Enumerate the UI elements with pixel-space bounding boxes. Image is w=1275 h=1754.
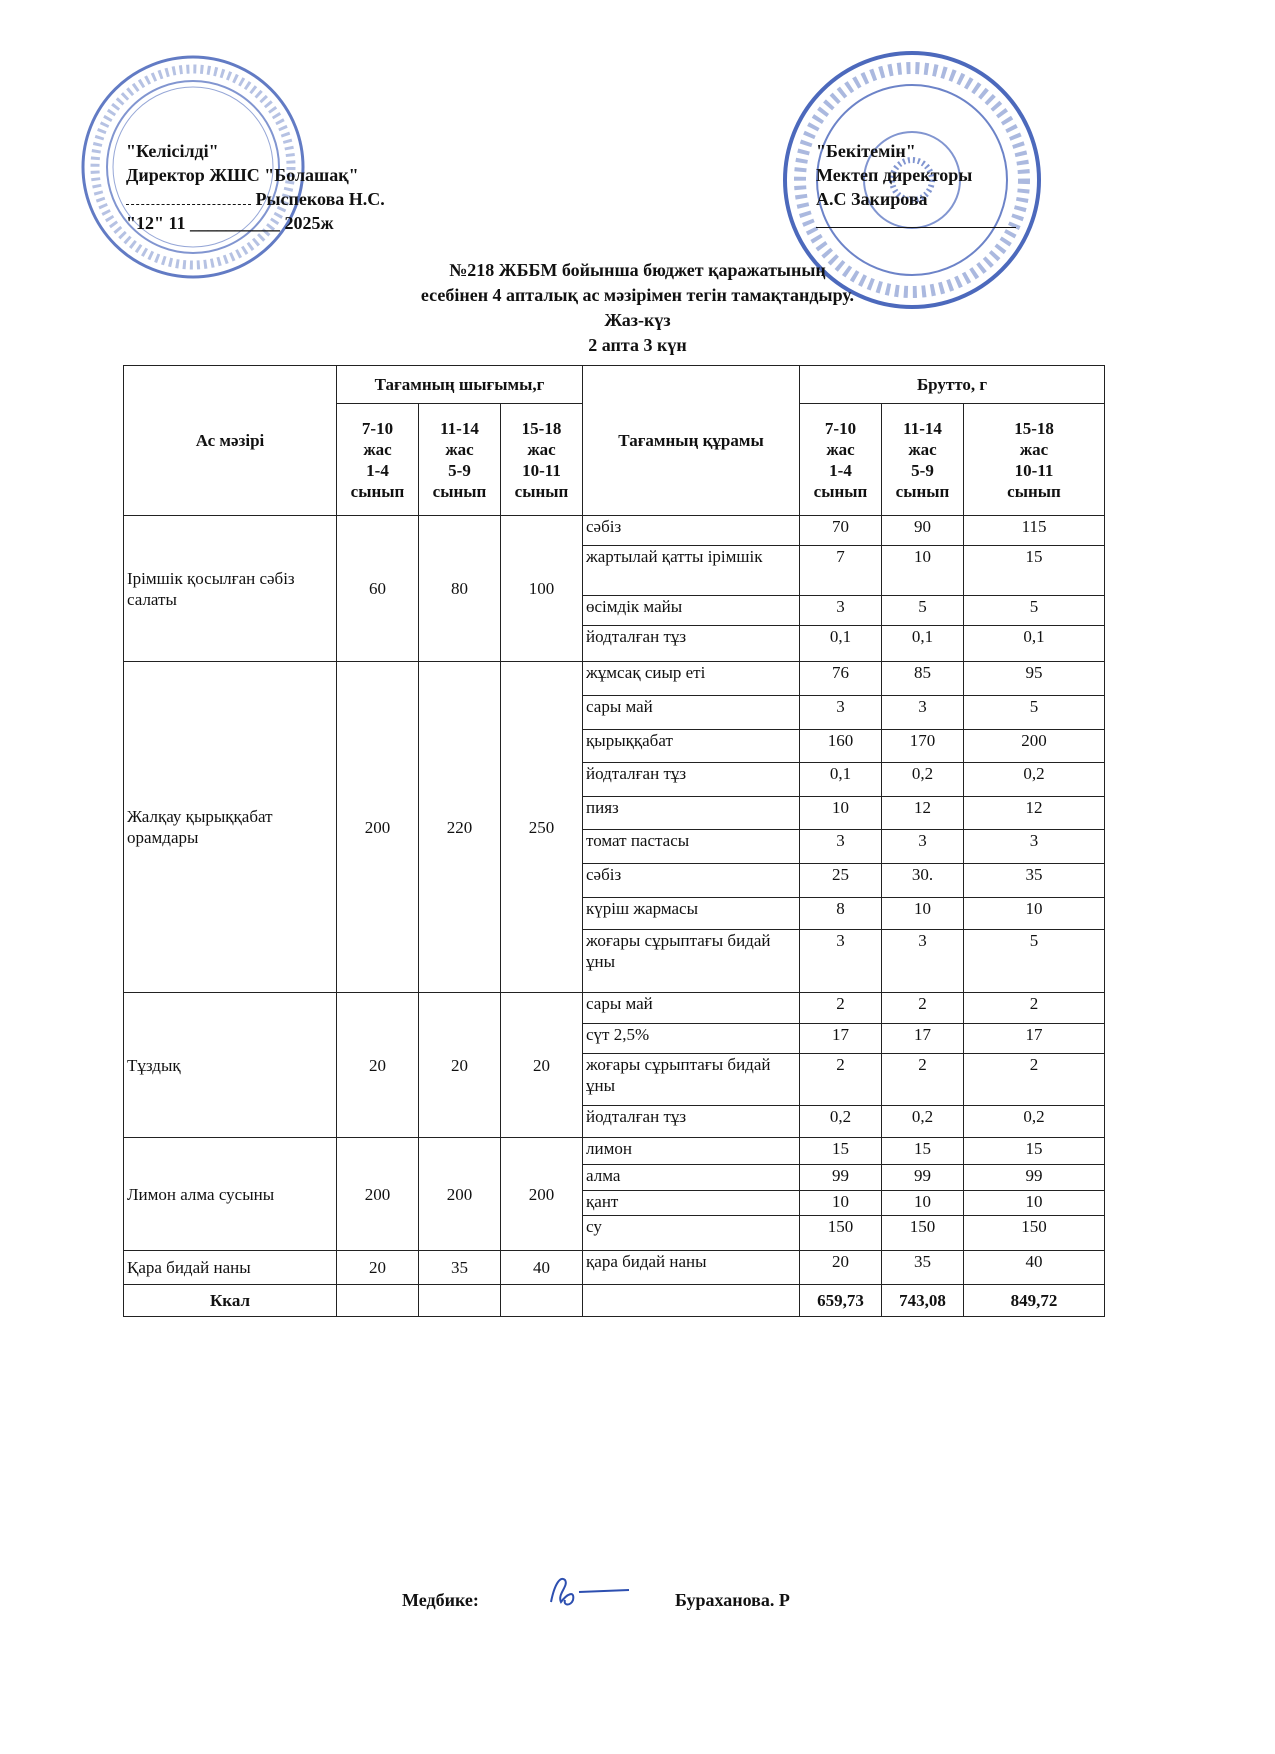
ingredient-brutto: 85 <box>882 662 964 696</box>
ingredient-name: қант <box>583 1191 800 1216</box>
dish-yield: 250 <box>501 662 583 993</box>
age-header-unit: жас <box>363 439 392 459</box>
date-day: 12 <box>136 213 154 233</box>
dish-name: Қара бидай наны <box>124 1251 337 1285</box>
ingredient-brutto: 15 <box>800 1138 882 1165</box>
ingredient-brutto: 90 <box>882 516 964 546</box>
ingredient-name: жоғары сұрыптағы бидай ұны <box>583 930 800 993</box>
empty-cell <box>419 1285 501 1317</box>
total-kcal: 659,73 <box>800 1285 882 1317</box>
ingredient-brutto: 12 <box>882 797 964 830</box>
ingredient-name: сүт 2,5% <box>583 1024 800 1054</box>
ingredient-brutto: 2 <box>964 993 1105 1024</box>
age-header-age: 7-10 <box>824 418 857 438</box>
age-header-class: сынып <box>813 481 868 501</box>
ingredient-brutto: 10 <box>964 898 1105 930</box>
ingredient-brutto: 17 <box>882 1024 964 1054</box>
dish-yield: 200 <box>419 1138 501 1251</box>
ingredient-brutto: 170 <box>882 730 964 763</box>
ingredient-name: қырыққабат <box>583 730 800 763</box>
nurse-signature <box>543 1572 633 1612</box>
empty-cell <box>337 1285 419 1317</box>
ingredient-brutto: 15 <box>882 1138 964 1165</box>
age-header-unit: жас <box>826 439 855 459</box>
yield-age-header <box>419 404 501 516</box>
ingredient-brutto: 2 <box>800 1054 882 1106</box>
dish-yield: 200 <box>501 1138 583 1251</box>
ingredient-brutto: 3 <box>882 930 964 993</box>
ingredient-brutto: 150 <box>800 1216 882 1251</box>
nurse-name: Бураханова. Р <box>675 1590 790 1610</box>
approval-block-right <box>816 139 1046 228</box>
director-signature-line <box>126 187 456 211</box>
age-header-grade: 1-4 <box>829 460 852 480</box>
ingredient-name: пияз <box>583 797 800 830</box>
dish-yield: 35 <box>419 1251 501 1285</box>
ingredient-brutto: 3 <box>964 830 1105 864</box>
age-header-grade: 5-9 <box>911 460 934 480</box>
dish-name: Ірімшік қосылған сәбіз салаты <box>124 516 337 662</box>
ingredient-brutto: 150 <box>964 1216 1105 1251</box>
ingredient-name: лимон <box>583 1138 800 1165</box>
ingredient-brutto: 15 <box>964 546 1105 596</box>
dish-yield: 60 <box>337 516 419 662</box>
dish-name: Тұздық <box>124 993 337 1138</box>
dish-yield: 20 <box>337 1251 419 1285</box>
ingredient-brutto: 10 <box>800 797 882 830</box>
director-name: Рыспекова Н.С. <box>255 189 385 209</box>
date-year: 2025ж <box>284 213 334 233</box>
age-header-unit: жас <box>1019 439 1049 459</box>
school-director-title: Мектеп директоры <box>816 165 973 185</box>
ingredient-brutto: 5 <box>964 696 1105 730</box>
ingredient-brutto: 99 <box>964 1165 1105 1191</box>
title-week-day: 2 апта 3 күн <box>588 335 687 355</box>
age-header-age: 15-18 <box>521 418 562 438</box>
dish-name: Лимон алма сусыны <box>124 1138 337 1251</box>
ingredient-brutto: 200 <box>964 730 1105 763</box>
age-header-class: сынып <box>895 481 950 501</box>
age-header-age: 11-14 <box>440 418 479 438</box>
ingredient-brutto: 0,2 <box>800 1106 882 1138</box>
dish-yield: 200 <box>337 1138 419 1251</box>
yield-age-header <box>337 404 419 516</box>
ingredient-brutto: 0,1 <box>800 626 882 662</box>
dish-yield: 80 <box>419 516 501 662</box>
document-title <box>0 258 1275 358</box>
empty-cell <box>583 1285 800 1317</box>
age-header-class: сынып <box>432 481 487 501</box>
ingredient-brutto: 12 <box>964 797 1105 830</box>
ingredient-brutto: 2 <box>800 993 882 1024</box>
ingredient-brutto: 8 <box>800 898 882 930</box>
ingredient-brutto: 3 <box>800 930 882 993</box>
ingredient-brutto: 5 <box>882 596 964 626</box>
ingredient-brutto: 10 <box>882 1191 964 1216</box>
table-row <box>124 662 1105 696</box>
ingredient-brutto: 0,2 <box>964 763 1105 797</box>
ingredient-brutto: 150 <box>882 1216 964 1251</box>
age-header-age: 15-18 <box>1014 418 1054 438</box>
dish-yield: 20 <box>337 993 419 1138</box>
ingredient-brutto: 10 <box>964 1191 1105 1216</box>
brutto-age-header <box>964 404 1105 516</box>
age-header-class: сынып <box>514 481 569 501</box>
ingredient-brutto: 35 <box>964 864 1105 898</box>
title-line-2: есебінен 4 апталық ас мәзірімен тегін тамақтандыру. <box>420 285 855 305</box>
age-header-unit: жас <box>908 439 937 459</box>
ingredient-brutto: 0,1 <box>964 626 1105 662</box>
dish-yield: 40 <box>501 1251 583 1285</box>
ingredient-brutto: 5 <box>964 930 1105 993</box>
ingredient-brutto: 10 <box>800 1191 882 1216</box>
ingredient-name: қара бидай наны <box>583 1251 800 1285</box>
ingredient-name: сары май <box>583 993 800 1024</box>
table-row <box>124 516 1105 546</box>
age-header-grade: 10-11 <box>1014 460 1054 480</box>
ingredient-name: жоғары сұрыптағы бидай ұны <box>583 1054 800 1106</box>
ingredient-brutto: 115 <box>964 516 1105 546</box>
dish-yield: 20 <box>419 993 501 1138</box>
age-header-unit: жас <box>527 439 556 459</box>
ingredient-brutto: 0,2 <box>882 1106 964 1138</box>
ingredient-brutto: 15 <box>964 1138 1105 1165</box>
ingredient-brutto: 0,2 <box>964 1106 1105 1138</box>
ingredient-name: өсімдік майы <box>583 596 800 626</box>
ingredient-brutto: 2 <box>882 993 964 1024</box>
ingredient-brutto: 40 <box>964 1251 1105 1285</box>
dish-yield: 200 <box>337 662 419 993</box>
title-season: Жаз-күз <box>604 310 671 330</box>
ingredient-brutto: 3 <box>800 830 882 864</box>
director-title: Директор ЖШС "Болашақ" <box>126 165 359 185</box>
ingredient-brutto: 99 <box>800 1165 882 1191</box>
age-header-age: 11-14 <box>903 418 942 438</box>
ingredient-brutto: 3 <box>800 696 882 730</box>
approve-label: "Бекітемін" <box>816 141 916 161</box>
ingredient-brutto: 2 <box>964 1054 1105 1106</box>
ingredient-brutto: 17 <box>964 1024 1105 1054</box>
ingredient-brutto: 10 <box>882 546 964 596</box>
total-label: Ккал <box>124 1285 337 1317</box>
title-line-1: №218 ЖББМ бойынша бюджет қаражатының <box>449 260 826 280</box>
ingredient-brutto: 0,1 <box>800 763 882 797</box>
ingredient-brutto: 7 <box>800 546 882 596</box>
total-kcal: 743,08 <box>882 1285 964 1317</box>
ingredient-brutto: 5 <box>964 596 1105 626</box>
yield-age-header <box>501 404 583 516</box>
ingredient-brutto: 2 <box>882 1054 964 1106</box>
ingredient-brutto: 0,2 <box>882 763 964 797</box>
age-header-age: 7-10 <box>361 418 394 438</box>
age-header-grade: 5-9 <box>448 460 471 480</box>
total-row <box>124 1285 1105 1317</box>
nurse-label: Медбике: <box>402 1590 479 1610</box>
ingredient-name: сәбіз <box>583 516 800 546</box>
age-header-class: сынып <box>350 481 405 501</box>
ingredient-name: томат пастасы <box>583 830 800 864</box>
ingredient-brutto: 17 <box>800 1024 882 1054</box>
agreed-label: "Келісілді" <box>126 141 219 161</box>
date-month: 11 <box>168 213 186 233</box>
brutto-age-header <box>882 404 964 516</box>
table-row <box>124 1138 1105 1165</box>
approval-block-left <box>126 139 456 235</box>
header-yield: Тағамның шығымы,г <box>337 366 583 404</box>
ingredient-name: жұмсақ сиыр еті <box>583 662 800 696</box>
ingredient-brutto: 99 <box>882 1165 964 1191</box>
empty-cell <box>501 1285 583 1317</box>
dish-yield: 20 <box>501 993 583 1138</box>
ingredient-name: күріш жармасы <box>583 898 800 930</box>
ingredient-name: йодталған тұз <box>583 763 800 797</box>
ingredient-name: жартылай қатты ірімшік <box>583 546 800 596</box>
ingredient-brutto: 3 <box>800 596 882 626</box>
ingredient-brutto: 10 <box>882 898 964 930</box>
dish-yield: 100 <box>501 516 583 662</box>
ingredient-brutto: 76 <box>800 662 882 696</box>
ingredient-brutto: 35 <box>882 1251 964 1285</box>
header-composition: Тағамның құрамы <box>583 366 800 516</box>
total-kcal: 849,72 <box>964 1285 1105 1317</box>
ingredient-brutto: 70 <box>800 516 882 546</box>
dish-yield: 220 <box>419 662 501 993</box>
ingredient-name: йодталған тұз <box>583 626 800 662</box>
ingredient-brutto: 25 <box>800 864 882 898</box>
ingredient-name: сәбіз <box>583 864 800 898</box>
ingredient-brutto: 30. <box>882 864 964 898</box>
ingredient-name: су <box>583 1216 800 1251</box>
ingredient-brutto: 3 <box>882 696 964 730</box>
ingredient-brutto: 3 <box>882 830 964 864</box>
table-row <box>124 1251 1105 1285</box>
header-brutto: Брутто, г <box>800 366 1105 404</box>
ingredient-brutto: 0,1 <box>882 626 964 662</box>
age-header-class: сынып <box>1007 481 1061 501</box>
signature-blank <box>126 190 251 205</box>
dish-name: Жалқау қырыққабат орамдары <box>124 662 337 993</box>
table-row <box>124 993 1105 1024</box>
ingredient-name: алма <box>583 1165 800 1191</box>
signature-blank <box>816 211 1016 228</box>
ingredient-brutto: 160 <box>800 730 882 763</box>
age-header-grade: 1-4 <box>366 460 389 480</box>
age-header-grade: 10-11 <box>522 460 561 480</box>
header-menu: Ас мәзірі <box>124 366 337 516</box>
approval-date: "12" 11 __________ 2025ж <box>126 213 334 233</box>
age-header-unit: жас <box>445 439 474 459</box>
menu-table <box>123 365 1105 1317</box>
ingredient-brutto: 20 <box>800 1251 882 1285</box>
school-director-name: А.С Закирова <box>816 189 928 209</box>
ingredient-brutto: 95 <box>964 662 1105 696</box>
ingredient-name: сары май <box>583 696 800 730</box>
brutto-age-header <box>800 404 882 516</box>
ingredient-name: йодталған тұз <box>583 1106 800 1138</box>
